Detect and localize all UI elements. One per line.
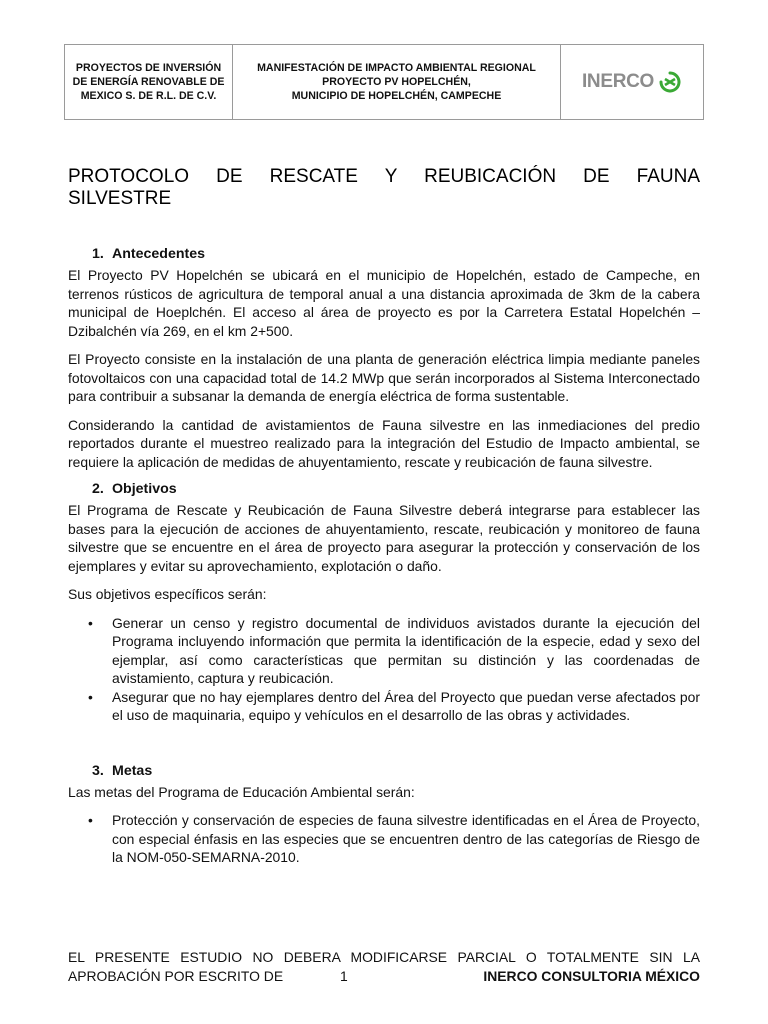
paragraph: Sus objetivos específicos serán: (68, 586, 267, 602)
footer-line2 (68, 967, 700, 986)
document-content (68, 244, 700, 867)
logo-text: INERCO (581, 71, 655, 92)
paragraph: El Proyecto PV Hopelchén se ubicará en el municipio de Hopelchén, estado de Campeche, en terrenos rústicos de agricultura de temporal anual a una distancia aproximada de 3km de la cabera municipal de Hoeplchén. El acceso al área de proyecto es por la Carretera Estatal Hopelchén – Dzibalchén vía 269, en el km 2+500. (68, 267, 700, 339)
section-heading-objetivos (68, 479, 700, 499)
section-title: Metas (112, 762, 153, 779)
page-number: 1 (340, 967, 348, 984)
section-number: 3. (92, 762, 104, 779)
paragraph: Las metas del Programa de Educación Ambiental serán: (68, 783, 415, 800)
footer-approval-text: APROBACIÓN POR ESCRITO DE (68, 967, 284, 984)
section-number: 2. (92, 481, 104, 497)
header-project-block (257, 61, 536, 103)
bullet-dot: • (88, 688, 93, 705)
bullet-dot: • (88, 614, 93, 631)
title-line1: PROTOCOLO DE RESCATE Y REUBICACIÓN DE FAUNA (68, 166, 700, 187)
list-item (68, 614, 700, 688)
list-item (68, 688, 700, 725)
section-heading-metas (68, 761, 700, 781)
header-project-line2: PROYECTO PV HOPELCHÉN, (322, 76, 471, 88)
list-item-text: Generar un censo y registro documental de individuos avistados durante la ejecución del Programa incluyendo información que permita la identificación de la especie, edad y sexo del ejemplar, así como características que permitan su distinción y las coordenadas de avistamiento, captura y reubicación. (112, 614, 700, 686)
document-title (68, 166, 700, 210)
header-table (64, 44, 704, 120)
paragraph: Considerando la cantidad de avistamientos de Fauna silvestre en las inmediaciones del predio reportados durante el muestreo realizado para la integración del Estudio de Impacto ambiental, se requiere la aplicación de medidas de ahuyentamiento, rescate y reubicación de fauna silvestre. (68, 416, 700, 470)
title-line2: SILVESTRE (68, 188, 172, 209)
inerco-swirl-icon (658, 70, 682, 94)
list-item-text: Asegurar que no hay ejemplares dentro del Área del Proyecto que puedan verse afectados por el uso de maquinaria, equipo y vehículos en el desarrollo de las obras y actividades. (112, 688, 700, 723)
bullet-list (68, 811, 700, 867)
inerco-logo (582, 70, 682, 94)
section-title: Antecedentes (112, 246, 206, 262)
list-item (68, 811, 700, 867)
footer-line1: EL PRESENTE ESTUDIO NO DEBERA MODIFICARSE PARCIAL O TOTALMENTE SIN LA (68, 949, 700, 965)
page-footer (68, 948, 700, 985)
header-project-line1: MANIFESTACIÓN DE IMPACTO AMBIENTAL REGIONAL (257, 62, 536, 74)
bullet-dot: • (88, 812, 93, 828)
header-project-line3: MUNICIPIO DE HOPELCHÉN, CAMPECHE (291, 90, 502, 102)
section-title: Objetivos (112, 481, 177, 497)
section-number: 1. (92, 246, 104, 262)
footer-company: INERCO CONSULTORIA MÉXICO (483, 967, 700, 984)
bullet-list (68, 614, 700, 725)
paragraph: El Programa de Rescate y Reubicación de Fauna Silvestre deberá integrarse para establecer las bases para la ejecución de acciones de ahuyentamiento, rescate, reubicación y monitoreo de fauna silvestre que se encuentre en el área de proyecto para asegurar la protección y conservación de los ejemplares y evitar su aprovechamiento, explotación o daño. (68, 502, 700, 574)
header-project-cell (233, 45, 561, 119)
paragraph: El Proyecto consiste en la instalación de una planta de generación eléctrica limpia mediante paneles fotovoltaicos con una capacidad total de 14.2 MWp que serán incorporados al Sistema Interconectado para contribuir a subsanar la demanda de energía eléctrica de forma sustentable. (68, 351, 700, 404)
section-heading-antecedentes (68, 244, 700, 264)
header-company-text: PROYECTOS DE INVERSIÓN DE ENERGÍA RENOVABLE DE MEXICO S. DE R.L. DE C.V. (72, 62, 225, 102)
header-logo-cell (561, 45, 703, 119)
header-company-cell (65, 45, 233, 119)
list-item-text: Protección y conservación de especies de fauna silvestre identificadas en el Área de Proyecto, con especial énfasis en las especies que se encuentren dentro de las categorías de Riesgo de la NOM-050-SEMARNA-2010. (112, 812, 700, 865)
